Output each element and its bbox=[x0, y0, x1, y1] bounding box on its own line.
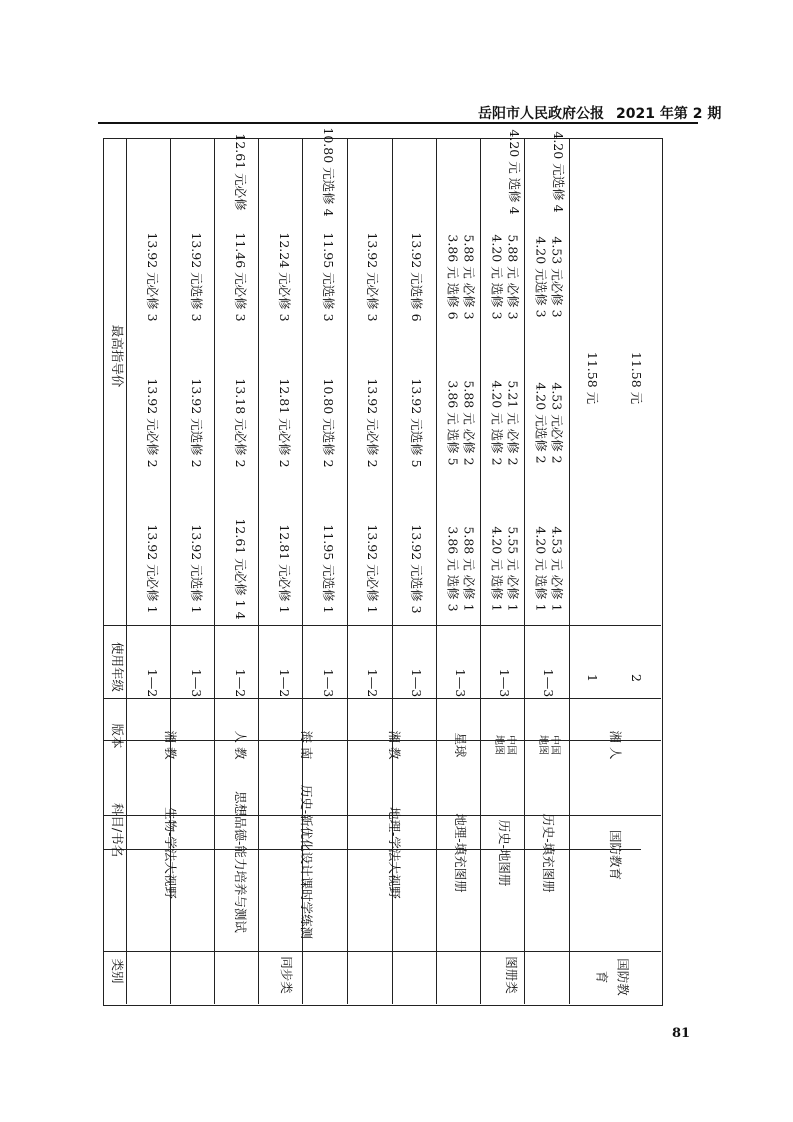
price-r10-1: 4.53 元 必修 1 4.20 元 选修 1 bbox=[533, 526, 565, 612]
price-r1-2: 13.92 元必修 2 bbox=[145, 378, 161, 468]
price-r7-3: 13.92 元选修 6 bbox=[409, 232, 425, 322]
price-r4-3: 12.24 元必修 3 bbox=[277, 232, 293, 322]
journal-issue: 2021 年第 2 期 bbox=[616, 106, 722, 122]
version-history-fill: 中国 地图 bbox=[537, 735, 560, 755]
price-r5-3: 11.95 元选修 3 bbox=[321, 232, 337, 322]
column-header-price: 最高指导价 bbox=[110, 324, 126, 388]
column-header-subject: 科目/书名 bbox=[110, 802, 126, 858]
column-header-category: 类别 bbox=[110, 958, 126, 984]
price-r3-1: 12.61 元必修 1 4 bbox=[233, 518, 249, 620]
grade-row-3: 1—2 bbox=[233, 668, 249, 698]
grade-row-5: 1—3 bbox=[321, 668, 337, 698]
price-r2-3: 13.92 元选修 3 bbox=[189, 232, 205, 322]
price-r6-3: 13.92 元必修 3 bbox=[365, 232, 381, 322]
price-r3-4: 12.61 元必修 bbox=[233, 133, 249, 211]
price-r1-1: 13.92 元必修 1 bbox=[145, 524, 161, 614]
price-r8-1: 5.88 元 必修 1 3.86 元 选修 3 bbox=[445, 526, 477, 612]
category-tongbu: 同步类 bbox=[279, 956, 295, 994]
category-guofang: 国防教育 bbox=[594, 958, 631, 996]
grade-row-11: 1 bbox=[585, 674, 601, 682]
journal-title: 岳阳市人民政府公报 bbox=[478, 106, 604, 122]
version-history-map: 中国 地图 bbox=[493, 735, 516, 755]
grade-row-2: 1—3 bbox=[189, 668, 205, 698]
version-morality: 人 教 bbox=[233, 730, 249, 760]
price-r10-2: 4.53 元必修 2 4.20 元选修 2 bbox=[533, 382, 565, 464]
subject-defense: 国防教育 bbox=[608, 829, 624, 881]
version-geography: 湘 教 bbox=[387, 730, 403, 760]
price-r4-2: 12.81 元必修 2 bbox=[277, 378, 293, 468]
page-number: 81 bbox=[672, 1026, 691, 1041]
price-r9-2: 5.21 元 必修 2 4.20 元 选修 2 bbox=[489, 380, 521, 466]
price-r6-1: 13.92 元必修 1 bbox=[365, 524, 381, 614]
price-r7-1: 13.92 元选修 3 bbox=[409, 524, 425, 614]
subject-history-practice: 历史-新优化设计课时学练测 bbox=[299, 784, 315, 940]
price-r10-3: 4.53 元必修 3 4.20 元选修 3 bbox=[533, 236, 565, 318]
price-r3-3: 11.46 元必修 3 bbox=[233, 232, 249, 322]
price-r10-4: 4.20 元选修 4 bbox=[551, 131, 567, 213]
column-header-version: 版本 bbox=[110, 723, 126, 749]
subject-history-fill: 历史-填充图册 bbox=[541, 813, 557, 893]
version-biology: 湘 教 bbox=[163, 730, 179, 760]
grade-row-1: 1—2 bbox=[145, 668, 161, 698]
price-r9-3: 5.88 元 必修 3 4.20 元 选修 3 bbox=[489, 234, 521, 320]
grade-row-9: 1—3 bbox=[497, 668, 513, 698]
price-r3-2: 13.18 元必修 2 bbox=[233, 378, 249, 468]
category-tuce: 图册类 bbox=[504, 956, 520, 994]
subject-history-map: 历史-地图册 bbox=[497, 819, 513, 887]
journal-header bbox=[478, 103, 722, 123]
subject-morality: 思想品德-能力培养与测试 bbox=[233, 791, 249, 933]
price-r4-1: 12.81 元必修 1 bbox=[277, 524, 293, 614]
version-geo-fill: 星球 bbox=[453, 732, 469, 758]
price-r8-3: 5.88 元 必修 3 3.86 元 选修 6 bbox=[445, 234, 477, 320]
subject-biology: 生物-学法大视野 bbox=[163, 807, 179, 899]
subject-geo-fill: 地理-填充图册 bbox=[453, 813, 469, 893]
price-r7-2: 13.92 元选修 5 bbox=[409, 378, 425, 468]
grade-row-7: 1—3 bbox=[409, 668, 425, 698]
header-rule bbox=[98, 122, 698, 124]
version-defense: 湘 人 bbox=[608, 730, 624, 760]
version-history-practice: 海 南 bbox=[299, 730, 315, 760]
price-r1-3: 13.92 元必修 3 bbox=[145, 232, 161, 322]
grade-row-6: 1—2 bbox=[365, 668, 381, 698]
subject-geography: 地理-学法大视野 bbox=[387, 807, 403, 899]
price-r12: 11.58 元 bbox=[629, 351, 645, 405]
price-r2-1: 13.92 元选修 1 bbox=[189, 524, 205, 614]
price-r11: 11.58 元 bbox=[585, 351, 601, 405]
column-header-grade: 使用年级 bbox=[110, 641, 126, 693]
grade-row-4: 1—2 bbox=[277, 668, 293, 698]
price-r9-4: 4.20 元 选修 4 bbox=[507, 129, 523, 215]
price-r5-4: 10.80 元选修 4 bbox=[321, 127, 337, 217]
price-r8-2: 5.88 元 必修 2 3.86 元 选修 5 bbox=[445, 380, 477, 466]
price-r6-2: 13.92 元必修 2 bbox=[365, 378, 381, 468]
grade-row-12: 2 bbox=[629, 674, 645, 682]
price-r9-1: 5.55 元 必修 1 4.20 元 选修 1 bbox=[489, 526, 521, 612]
price-r2-2: 13.92 元选修 2 bbox=[189, 378, 205, 468]
grade-row-10: 1—3 bbox=[541, 668, 557, 698]
price-r5-1: 11.95 元选修 1 bbox=[321, 524, 337, 614]
grade-row-8: 1—3 bbox=[453, 668, 469, 698]
price-r5-2: 10.80 元选修 2 bbox=[321, 378, 337, 468]
